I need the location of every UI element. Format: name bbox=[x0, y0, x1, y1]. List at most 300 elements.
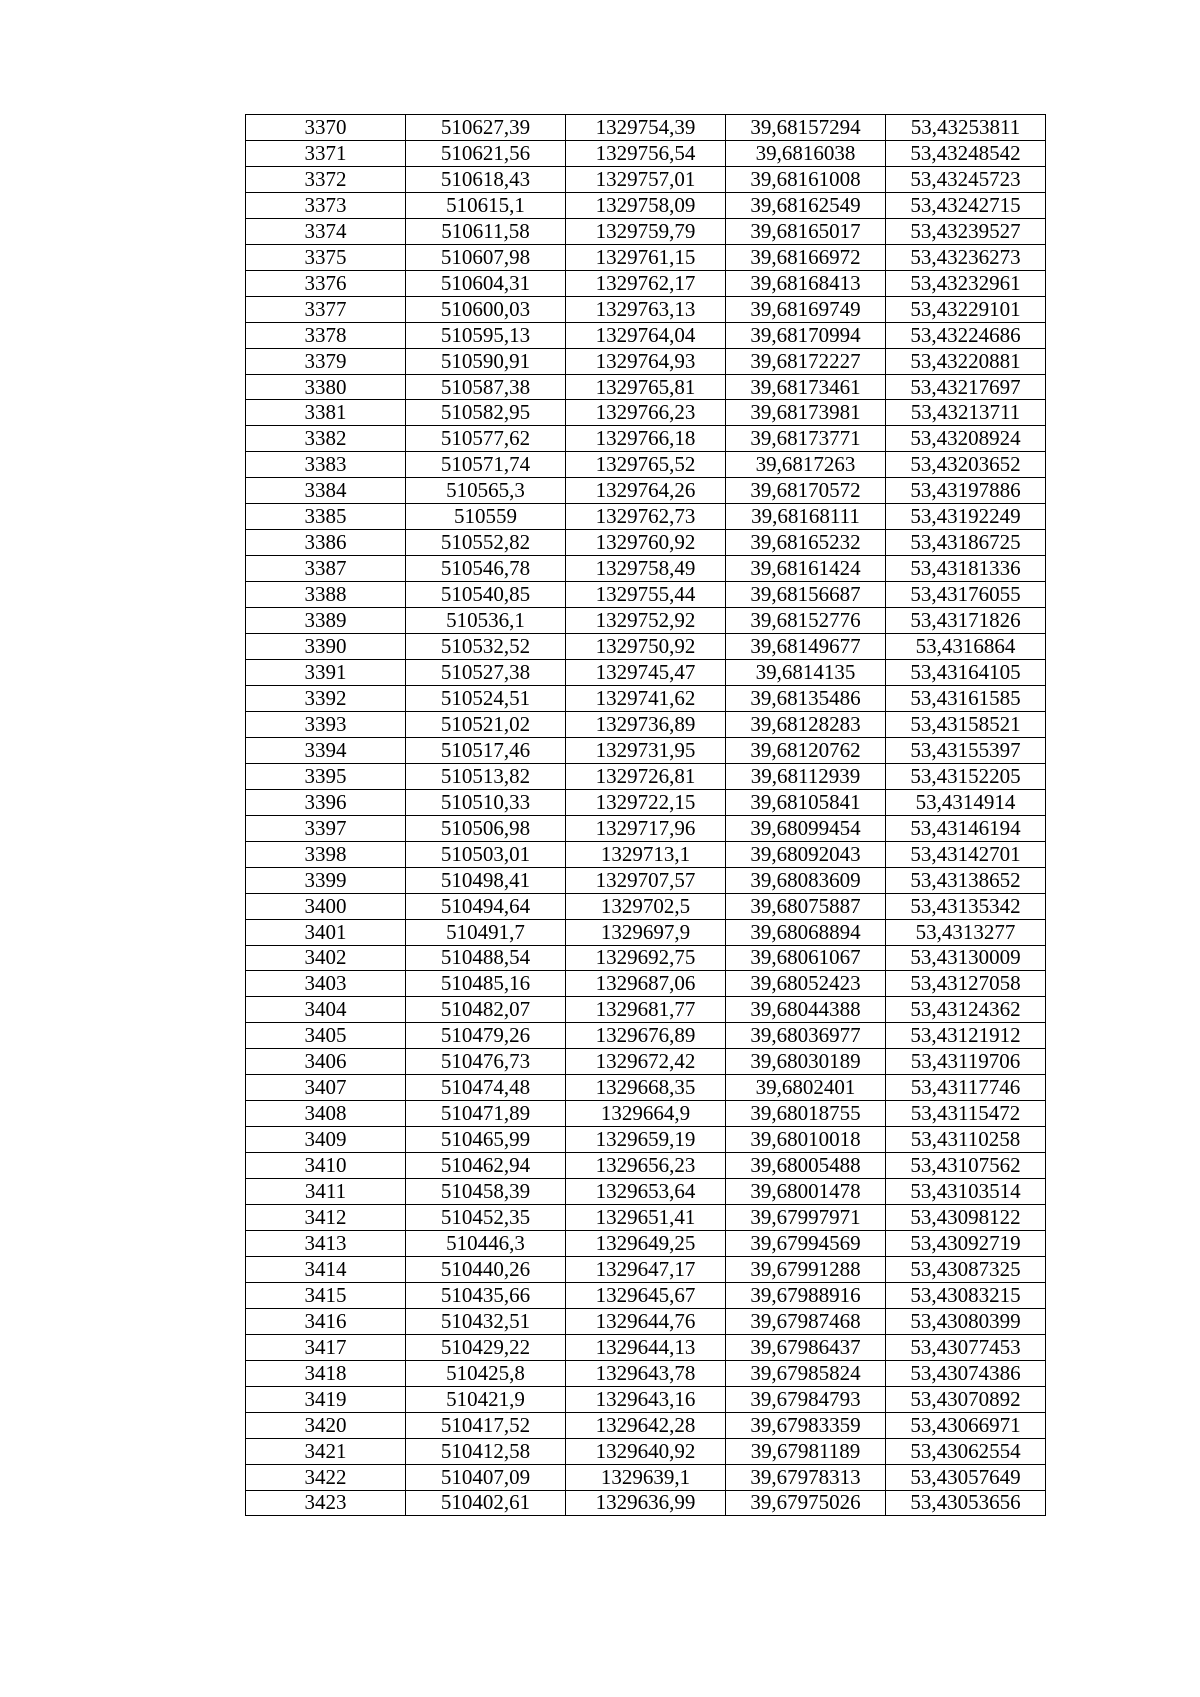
table-row bbox=[246, 945, 1046, 971]
point-number-cell: 3409 bbox=[246, 1127, 406, 1153]
latitude-cell: 39,68165017 bbox=[726, 218, 886, 244]
latitude-cell: 39,67991288 bbox=[726, 1256, 886, 1282]
table-row bbox=[246, 1412, 1046, 1438]
point-number-cell: 3399 bbox=[246, 867, 406, 893]
latitude-cell: 39,67984793 bbox=[726, 1386, 886, 1412]
y-coordinate-cell: 1329717,96 bbox=[566, 815, 726, 841]
longitude-cell: 53,4316864 bbox=[886, 634, 1046, 660]
longitude-cell: 53,43186725 bbox=[886, 530, 1046, 556]
point-number-cell: 3385 bbox=[246, 504, 406, 530]
longitude-cell: 53,43176055 bbox=[886, 582, 1046, 608]
longitude-cell: 53,43224686 bbox=[886, 322, 1046, 348]
table-row bbox=[246, 296, 1046, 322]
x-coordinate-cell: 510590,91 bbox=[406, 348, 566, 374]
table-row bbox=[246, 1438, 1046, 1464]
latitude-cell: 39,67975026 bbox=[726, 1490, 886, 1516]
x-coordinate-cell: 510435,66 bbox=[406, 1282, 566, 1308]
table-row bbox=[246, 582, 1046, 608]
point-number-cell: 3396 bbox=[246, 789, 406, 815]
y-coordinate-cell: 1329707,57 bbox=[566, 867, 726, 893]
longitude-cell: 53,43239527 bbox=[886, 218, 1046, 244]
longitude-cell: 53,43164105 bbox=[886, 660, 1046, 686]
point-number-cell: 3402 bbox=[246, 945, 406, 971]
latitude-cell: 39,68162549 bbox=[726, 192, 886, 218]
latitude-cell: 39,68030189 bbox=[726, 1049, 886, 1075]
latitude-cell: 39,68161424 bbox=[726, 556, 886, 582]
table-row bbox=[246, 1360, 1046, 1386]
x-coordinate-cell: 510521,02 bbox=[406, 711, 566, 737]
x-coordinate-cell: 510491,7 bbox=[406, 919, 566, 945]
point-number-cell: 3374 bbox=[246, 218, 406, 244]
x-coordinate-cell: 510611,58 bbox=[406, 218, 566, 244]
table-row bbox=[246, 893, 1046, 919]
y-coordinate-cell: 1329761,15 bbox=[566, 244, 726, 270]
table-row bbox=[246, 815, 1046, 841]
point-number-cell: 3419 bbox=[246, 1386, 406, 1412]
latitude-cell: 39,68061067 bbox=[726, 945, 886, 971]
latitude-cell: 39,68112939 bbox=[726, 763, 886, 789]
x-coordinate-cell: 510412,58 bbox=[406, 1438, 566, 1464]
y-coordinate-cell: 1329757,01 bbox=[566, 166, 726, 192]
longitude-cell: 53,4314914 bbox=[886, 789, 1046, 815]
y-coordinate-cell: 1329702,5 bbox=[566, 893, 726, 919]
longitude-cell: 53,43245723 bbox=[886, 166, 1046, 192]
longitude-cell: 53,43121912 bbox=[886, 1023, 1046, 1049]
latitude-cell: 39,68075887 bbox=[726, 893, 886, 919]
point-number-cell: 3394 bbox=[246, 737, 406, 763]
longitude-cell: 53,43146194 bbox=[886, 815, 1046, 841]
x-coordinate-cell: 510479,26 bbox=[406, 1023, 566, 1049]
longitude-cell: 53,43192249 bbox=[886, 504, 1046, 530]
x-coordinate-cell: 510421,9 bbox=[406, 1386, 566, 1412]
y-coordinate-cell: 1329644,13 bbox=[566, 1334, 726, 1360]
x-coordinate-cell: 510587,38 bbox=[406, 374, 566, 400]
point-number-cell: 3400 bbox=[246, 893, 406, 919]
point-number-cell: 3381 bbox=[246, 400, 406, 426]
latitude-cell: 39,68120762 bbox=[726, 737, 886, 763]
longitude-cell: 53,43077453 bbox=[886, 1334, 1046, 1360]
point-number-cell: 3413 bbox=[246, 1230, 406, 1256]
longitude-cell: 53,43155397 bbox=[886, 737, 1046, 763]
point-number-cell: 3395 bbox=[246, 763, 406, 789]
table-row bbox=[246, 685, 1046, 711]
table-row bbox=[246, 997, 1046, 1023]
table-row bbox=[246, 841, 1046, 867]
point-number-cell: 3414 bbox=[246, 1256, 406, 1282]
point-number-cell: 3392 bbox=[246, 685, 406, 711]
table-row bbox=[246, 192, 1046, 218]
y-coordinate-cell: 1329687,06 bbox=[566, 971, 726, 997]
table-row bbox=[246, 1179, 1046, 1205]
point-number-cell: 3406 bbox=[246, 1049, 406, 1075]
x-coordinate-cell: 510440,26 bbox=[406, 1256, 566, 1282]
longitude-cell: 53,43098122 bbox=[886, 1205, 1046, 1231]
y-coordinate-cell: 1329758,09 bbox=[566, 192, 726, 218]
y-coordinate-cell: 1329676,89 bbox=[566, 1023, 726, 1049]
x-coordinate-cell: 510532,52 bbox=[406, 634, 566, 660]
x-coordinate-cell: 510600,03 bbox=[406, 296, 566, 322]
y-coordinate-cell: 1329754,39 bbox=[566, 115, 726, 141]
table-row bbox=[246, 115, 1046, 141]
table-row bbox=[246, 1127, 1046, 1153]
latitude-cell: 39,68044388 bbox=[726, 997, 886, 1023]
latitude-cell: 39,67981189 bbox=[726, 1438, 886, 1464]
longitude-cell: 53,43171826 bbox=[886, 608, 1046, 634]
x-coordinate-cell: 510476,73 bbox=[406, 1049, 566, 1075]
latitude-cell: 39,68099454 bbox=[726, 815, 886, 841]
y-coordinate-cell: 1329659,19 bbox=[566, 1127, 726, 1153]
table-row bbox=[246, 530, 1046, 556]
latitude-cell: 39,67987468 bbox=[726, 1308, 886, 1334]
latitude-cell: 39,6816038 bbox=[726, 140, 886, 166]
longitude-cell: 53,43248542 bbox=[886, 140, 1046, 166]
y-coordinate-cell: 1329642,28 bbox=[566, 1412, 726, 1438]
longitude-cell: 53,43208924 bbox=[886, 426, 1046, 452]
latitude-cell: 39,68001478 bbox=[726, 1179, 886, 1205]
table-row bbox=[246, 1308, 1046, 1334]
y-coordinate-cell: 1329741,62 bbox=[566, 685, 726, 711]
table-row bbox=[246, 1464, 1046, 1490]
point-number-cell: 3411 bbox=[246, 1179, 406, 1205]
longitude-cell: 53,43066971 bbox=[886, 1412, 1046, 1438]
latitude-cell: 39,6817263 bbox=[726, 452, 886, 478]
y-coordinate-cell: 1329755,44 bbox=[566, 582, 726, 608]
x-coordinate-cell: 510604,31 bbox=[406, 270, 566, 296]
latitude-cell: 39,68156687 bbox=[726, 582, 886, 608]
latitude-cell: 39,67985824 bbox=[726, 1360, 886, 1386]
table-row bbox=[246, 1230, 1046, 1256]
point-number-cell: 3407 bbox=[246, 1075, 406, 1101]
table-row bbox=[246, 737, 1046, 763]
y-coordinate-cell: 1329763,13 bbox=[566, 296, 726, 322]
table-row bbox=[246, 763, 1046, 789]
point-number-cell: 3418 bbox=[246, 1360, 406, 1386]
latitude-cell: 39,68173981 bbox=[726, 400, 886, 426]
latitude-cell: 39,68005488 bbox=[726, 1153, 886, 1179]
point-number-cell: 3410 bbox=[246, 1153, 406, 1179]
point-number-cell: 3404 bbox=[246, 997, 406, 1023]
longitude-cell: 53,43107562 bbox=[886, 1153, 1046, 1179]
point-number-cell: 3417 bbox=[246, 1334, 406, 1360]
table-row bbox=[246, 556, 1046, 582]
x-coordinate-cell: 510627,39 bbox=[406, 115, 566, 141]
latitude-cell: 39,68169749 bbox=[726, 296, 886, 322]
coordinates-table bbox=[245, 114, 1046, 1516]
x-coordinate-cell: 510494,64 bbox=[406, 893, 566, 919]
longitude-cell: 53,43135342 bbox=[886, 893, 1046, 919]
x-coordinate-cell: 510618,43 bbox=[406, 166, 566, 192]
x-coordinate-cell: 510471,89 bbox=[406, 1101, 566, 1127]
table-row bbox=[246, 322, 1046, 348]
longitude-cell: 53,43161585 bbox=[886, 685, 1046, 711]
x-coordinate-cell: 510524,51 bbox=[406, 685, 566, 711]
point-number-cell: 3384 bbox=[246, 478, 406, 504]
table-row bbox=[246, 1023, 1046, 1049]
point-number-cell: 3373 bbox=[246, 192, 406, 218]
point-number-cell: 3380 bbox=[246, 374, 406, 400]
y-coordinate-cell: 1329656,23 bbox=[566, 1153, 726, 1179]
point-number-cell: 3393 bbox=[246, 711, 406, 737]
longitude-cell: 53,43138652 bbox=[886, 867, 1046, 893]
longitude-cell: 53,43130009 bbox=[886, 945, 1046, 971]
table-row bbox=[246, 867, 1046, 893]
longitude-cell: 53,43229101 bbox=[886, 296, 1046, 322]
point-number-cell: 3371 bbox=[246, 140, 406, 166]
x-coordinate-cell: 510595,13 bbox=[406, 322, 566, 348]
latitude-cell: 39,68105841 bbox=[726, 789, 886, 815]
y-coordinate-cell: 1329752,92 bbox=[566, 608, 726, 634]
table-row bbox=[246, 504, 1046, 530]
y-coordinate-cell: 1329766,18 bbox=[566, 426, 726, 452]
point-number-cell: 3390 bbox=[246, 634, 406, 660]
point-number-cell: 3420 bbox=[246, 1412, 406, 1438]
x-coordinate-cell: 510577,62 bbox=[406, 426, 566, 452]
longitude-cell: 53,43080399 bbox=[886, 1308, 1046, 1334]
point-number-cell: 3391 bbox=[246, 660, 406, 686]
longitude-cell: 53,43142701 bbox=[886, 841, 1046, 867]
table-row bbox=[246, 634, 1046, 660]
latitude-cell: 39,68161008 bbox=[726, 166, 886, 192]
x-coordinate-cell: 510517,46 bbox=[406, 737, 566, 763]
latitude-cell: 39,68018755 bbox=[726, 1101, 886, 1127]
x-coordinate-cell: 510474,48 bbox=[406, 1075, 566, 1101]
table-row bbox=[246, 608, 1046, 634]
y-coordinate-cell: 1329758,49 bbox=[566, 556, 726, 582]
x-coordinate-cell: 510452,35 bbox=[406, 1205, 566, 1231]
point-number-cell: 3405 bbox=[246, 1023, 406, 1049]
table-row bbox=[246, 478, 1046, 504]
point-number-cell: 3403 bbox=[246, 971, 406, 997]
point-number-cell: 3382 bbox=[246, 426, 406, 452]
y-coordinate-cell: 1329668,35 bbox=[566, 1075, 726, 1101]
y-coordinate-cell: 1329726,81 bbox=[566, 763, 726, 789]
y-coordinate-cell: 1329692,75 bbox=[566, 945, 726, 971]
table-row bbox=[246, 711, 1046, 737]
y-coordinate-cell: 1329681,77 bbox=[566, 997, 726, 1023]
x-coordinate-cell: 510559 bbox=[406, 504, 566, 530]
x-coordinate-cell: 510582,95 bbox=[406, 400, 566, 426]
longitude-cell: 53,43236273 bbox=[886, 244, 1046, 270]
point-number-cell: 3389 bbox=[246, 608, 406, 634]
point-number-cell: 3375 bbox=[246, 244, 406, 270]
point-number-cell: 3416 bbox=[246, 1308, 406, 1334]
x-coordinate-cell: 510485,16 bbox=[406, 971, 566, 997]
y-coordinate-cell: 1329713,1 bbox=[566, 841, 726, 867]
point-number-cell: 3415 bbox=[246, 1282, 406, 1308]
table-row bbox=[246, 1490, 1046, 1516]
y-coordinate-cell: 1329644,76 bbox=[566, 1308, 726, 1334]
x-coordinate-cell: 510407,09 bbox=[406, 1464, 566, 1490]
point-number-cell: 3388 bbox=[246, 582, 406, 608]
x-coordinate-cell: 510417,52 bbox=[406, 1412, 566, 1438]
point-number-cell: 3422 bbox=[246, 1464, 406, 1490]
point-number-cell: 3412 bbox=[246, 1205, 406, 1231]
x-coordinate-cell: 510552,82 bbox=[406, 530, 566, 556]
latitude-cell: 39,68068894 bbox=[726, 919, 886, 945]
table-row bbox=[246, 374, 1046, 400]
longitude-cell: 53,43092719 bbox=[886, 1230, 1046, 1256]
x-coordinate-cell: 510503,01 bbox=[406, 841, 566, 867]
latitude-cell: 39,67997971 bbox=[726, 1205, 886, 1231]
latitude-cell: 39,68149677 bbox=[726, 634, 886, 660]
point-number-cell: 3397 bbox=[246, 815, 406, 841]
table-row bbox=[246, 1282, 1046, 1308]
latitude-cell: 39,67978313 bbox=[726, 1464, 886, 1490]
x-coordinate-cell: 510488,54 bbox=[406, 945, 566, 971]
table-row bbox=[246, 1386, 1046, 1412]
latitude-cell: 39,68172227 bbox=[726, 348, 886, 374]
longitude-cell: 53,43115472 bbox=[886, 1101, 1046, 1127]
table-row bbox=[246, 140, 1046, 166]
table-row bbox=[246, 971, 1046, 997]
x-coordinate-cell: 510465,99 bbox=[406, 1127, 566, 1153]
x-coordinate-cell: 510536,1 bbox=[406, 608, 566, 634]
coordinates-table-body bbox=[246, 115, 1046, 1516]
x-coordinate-cell: 510458,39 bbox=[406, 1179, 566, 1205]
y-coordinate-cell: 1329672,42 bbox=[566, 1049, 726, 1075]
table-row bbox=[246, 660, 1046, 686]
latitude-cell: 39,68083609 bbox=[726, 867, 886, 893]
y-coordinate-cell: 1329764,93 bbox=[566, 348, 726, 374]
latitude-cell: 39,68170994 bbox=[726, 322, 886, 348]
x-coordinate-cell: 510402,61 bbox=[406, 1490, 566, 1516]
longitude-cell: 53,4313277 bbox=[886, 919, 1046, 945]
y-coordinate-cell: 1329762,73 bbox=[566, 504, 726, 530]
latitude-cell: 39,68052423 bbox=[726, 971, 886, 997]
longitude-cell: 53,43074386 bbox=[886, 1360, 1046, 1386]
latitude-cell: 39,6802401 bbox=[726, 1075, 886, 1101]
x-coordinate-cell: 510607,98 bbox=[406, 244, 566, 270]
table-row bbox=[246, 400, 1046, 426]
table-row bbox=[246, 244, 1046, 270]
longitude-cell: 53,43253811 bbox=[886, 115, 1046, 141]
latitude-cell: 39,68170572 bbox=[726, 478, 886, 504]
point-number-cell: 3370 bbox=[246, 115, 406, 141]
y-coordinate-cell: 1329640,92 bbox=[566, 1438, 726, 1464]
longitude-cell: 53,43232961 bbox=[886, 270, 1046, 296]
latitude-cell: 39,68166972 bbox=[726, 244, 886, 270]
y-coordinate-cell: 1329766,23 bbox=[566, 400, 726, 426]
point-number-cell: 3376 bbox=[246, 270, 406, 296]
latitude-cell: 39,68165232 bbox=[726, 530, 886, 556]
y-coordinate-cell: 1329639,1 bbox=[566, 1464, 726, 1490]
y-coordinate-cell: 1329664,9 bbox=[566, 1101, 726, 1127]
latitude-cell: 39,67986437 bbox=[726, 1334, 886, 1360]
latitude-cell: 39,68173461 bbox=[726, 374, 886, 400]
latitude-cell: 39,68010018 bbox=[726, 1127, 886, 1153]
longitude-cell: 53,43220881 bbox=[886, 348, 1046, 374]
y-coordinate-cell: 1329643,16 bbox=[566, 1386, 726, 1412]
latitude-cell: 39,67994569 bbox=[726, 1230, 886, 1256]
longitude-cell: 53,43213711 bbox=[886, 400, 1046, 426]
longitude-cell: 53,43062554 bbox=[886, 1438, 1046, 1464]
y-coordinate-cell: 1329645,67 bbox=[566, 1282, 726, 1308]
x-coordinate-cell: 510482,07 bbox=[406, 997, 566, 1023]
longitude-cell: 53,43203652 bbox=[886, 452, 1046, 478]
y-coordinate-cell: 1329697,9 bbox=[566, 919, 726, 945]
table-row bbox=[246, 1256, 1046, 1282]
longitude-cell: 53,43124362 bbox=[886, 997, 1046, 1023]
table-row bbox=[246, 218, 1046, 244]
y-coordinate-cell: 1329764,26 bbox=[566, 478, 726, 504]
table-row bbox=[246, 1049, 1046, 1075]
point-number-cell: 3379 bbox=[246, 348, 406, 374]
longitude-cell: 53,43087325 bbox=[886, 1256, 1046, 1282]
longitude-cell: 53,43053656 bbox=[886, 1490, 1046, 1516]
x-coordinate-cell: 510527,38 bbox=[406, 660, 566, 686]
longitude-cell: 53,43117746 bbox=[886, 1075, 1046, 1101]
table-row bbox=[246, 1101, 1046, 1127]
x-coordinate-cell: 510429,22 bbox=[406, 1334, 566, 1360]
y-coordinate-cell: 1329643,78 bbox=[566, 1360, 726, 1386]
x-coordinate-cell: 510565,3 bbox=[406, 478, 566, 504]
y-coordinate-cell: 1329750,92 bbox=[566, 634, 726, 660]
latitude-cell: 39,68135486 bbox=[726, 685, 886, 711]
latitude-cell: 39,68173771 bbox=[726, 426, 886, 452]
y-coordinate-cell: 1329765,52 bbox=[566, 452, 726, 478]
table-row bbox=[246, 1153, 1046, 1179]
longitude-cell: 53,43057649 bbox=[886, 1464, 1046, 1490]
table-row bbox=[246, 270, 1046, 296]
y-coordinate-cell: 1329731,95 bbox=[566, 737, 726, 763]
y-coordinate-cell: 1329762,17 bbox=[566, 270, 726, 296]
point-number-cell: 3377 bbox=[246, 296, 406, 322]
latitude-cell: 39,67988916 bbox=[726, 1282, 886, 1308]
x-coordinate-cell: 510506,98 bbox=[406, 815, 566, 841]
table-row bbox=[246, 348, 1046, 374]
latitude-cell: 39,68168111 bbox=[726, 504, 886, 530]
longitude-cell: 53,43152205 bbox=[886, 763, 1046, 789]
longitude-cell: 53,43083215 bbox=[886, 1282, 1046, 1308]
point-number-cell: 3398 bbox=[246, 841, 406, 867]
y-coordinate-cell: 1329756,54 bbox=[566, 140, 726, 166]
x-coordinate-cell: 510513,82 bbox=[406, 763, 566, 789]
point-number-cell: 3421 bbox=[246, 1438, 406, 1464]
point-number-cell: 3372 bbox=[246, 166, 406, 192]
point-number-cell: 3378 bbox=[246, 322, 406, 348]
longitude-cell: 53,43217697 bbox=[886, 374, 1046, 400]
y-coordinate-cell: 1329651,41 bbox=[566, 1205, 726, 1231]
y-coordinate-cell: 1329759,79 bbox=[566, 218, 726, 244]
latitude-cell: 39,6814135 bbox=[726, 660, 886, 686]
y-coordinate-cell: 1329722,15 bbox=[566, 789, 726, 815]
x-coordinate-cell: 510446,3 bbox=[406, 1230, 566, 1256]
y-coordinate-cell: 1329649,25 bbox=[566, 1230, 726, 1256]
longitude-cell: 53,43127058 bbox=[886, 971, 1046, 997]
point-number-cell: 3387 bbox=[246, 556, 406, 582]
latitude-cell: 39,68157294 bbox=[726, 115, 886, 141]
y-coordinate-cell: 1329764,04 bbox=[566, 322, 726, 348]
longitude-cell: 53,43110258 bbox=[886, 1127, 1046, 1153]
x-coordinate-cell: 510432,51 bbox=[406, 1308, 566, 1334]
latitude-cell: 39,67983359 bbox=[726, 1412, 886, 1438]
table-row bbox=[246, 1075, 1046, 1101]
y-coordinate-cell: 1329765,81 bbox=[566, 374, 726, 400]
x-coordinate-cell: 510462,94 bbox=[406, 1153, 566, 1179]
y-coordinate-cell: 1329745,47 bbox=[566, 660, 726, 686]
table-row bbox=[246, 426, 1046, 452]
point-number-cell: 3383 bbox=[246, 452, 406, 478]
latitude-cell: 39,68152776 bbox=[726, 608, 886, 634]
latitude-cell: 39,68168413 bbox=[726, 270, 886, 296]
table-row bbox=[246, 1334, 1046, 1360]
y-coordinate-cell: 1329636,99 bbox=[566, 1490, 726, 1516]
y-coordinate-cell: 1329736,89 bbox=[566, 711, 726, 737]
x-coordinate-cell: 510425,8 bbox=[406, 1360, 566, 1386]
longitude-cell: 53,43119706 bbox=[886, 1049, 1046, 1075]
table-row bbox=[246, 1205, 1046, 1231]
x-coordinate-cell: 510510,33 bbox=[406, 789, 566, 815]
